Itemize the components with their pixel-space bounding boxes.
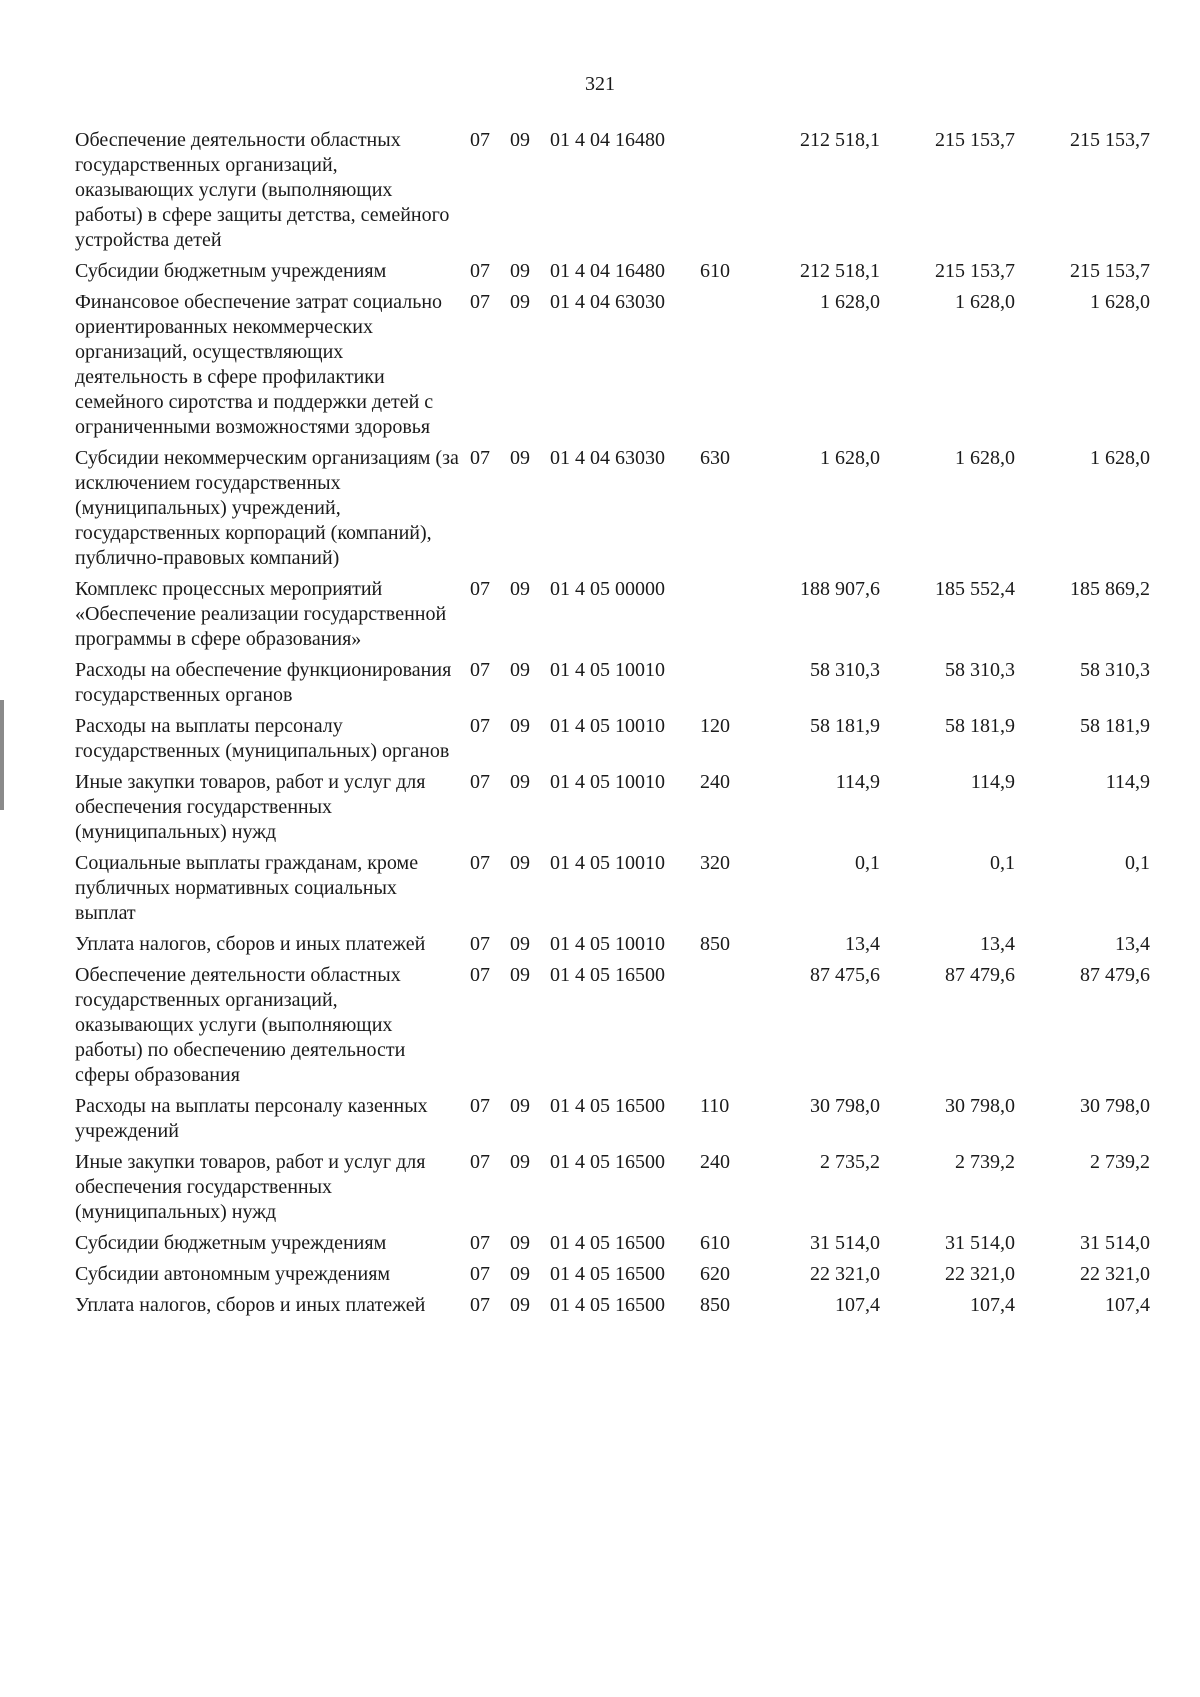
row-name: Субсидии некоммерческим организациям (за исключением государственных (муниципальных) учреждений, государственных корпораций (компаний), публично-правовых компаний) (75, 447, 459, 569)
amount-year-2: 1 628,0 (955, 291, 1015, 313)
amount-year-2: 114,9 (970, 771, 1015, 793)
amount-year-1: 13,4 (845, 933, 880, 955)
row-name: Расходы на выплаты персоналу государственных (муниципальных) органов (75, 715, 450, 762)
target-article-code: 01 4 05 16500 (550, 1263, 665, 1285)
table-row (75, 658, 1185, 708)
row-name: Социальные выплаты гражданам, кроме публичных нормативных социальных выплат (75, 852, 419, 924)
amount-year-2: 215 153,7 (935, 129, 1015, 151)
section-code: 07 (470, 129, 490, 151)
target-article-code: 01 4 05 16500 (550, 1151, 665, 1173)
target-article-code: 01 4 05 10010 (550, 659, 665, 681)
table-row (75, 932, 1185, 957)
target-article-code: 01 4 05 16500 (550, 964, 665, 986)
amount-year-2: 13,4 (980, 933, 1015, 955)
subsection-code: 09 (510, 659, 530, 681)
target-article-code: 01 4 05 16500 (550, 1095, 665, 1117)
amount-year-2: 58 181,9 (945, 715, 1015, 737)
section-code: 07 (470, 260, 490, 282)
amount-year-3: 30 798,0 (1080, 1095, 1150, 1117)
amount-year-2: 87 479,6 (945, 964, 1015, 986)
amount-year-1: 212 518,1 (800, 260, 880, 282)
row-name: Уплата налогов, сборов и иных платежей (75, 933, 426, 955)
amount-year-1: 2 735,2 (820, 1151, 880, 1173)
expense-type-code: 610 (700, 1232, 730, 1254)
amount-year-2: 185 552,4 (935, 578, 1015, 600)
subsection-code: 09 (510, 1263, 530, 1285)
expense-type-code: 610 (700, 260, 730, 282)
amount-year-1: 58 181,9 (810, 715, 880, 737)
row-name: Уплата налогов, сборов и иных платежей (75, 1294, 426, 1316)
subsection-code: 09 (510, 715, 530, 737)
amount-year-2: 58 310,3 (945, 659, 1015, 681)
table-row (75, 259, 1185, 284)
row-name: Иные закупки товаров, работ и услуг для обеспечения государственных (муниципальных) нужд (75, 771, 426, 843)
subsection-code: 09 (510, 129, 530, 151)
table-row (75, 446, 1185, 571)
amount-year-3: 114,9 (1105, 771, 1150, 793)
row-name: Расходы на выплаты персоналу казенных учреждений (75, 1095, 428, 1142)
subsection-code: 09 (510, 852, 530, 874)
amount-year-3: 87 479,6 (1080, 964, 1150, 986)
subsection-code: 09 (510, 260, 530, 282)
amount-year-3: 2 739,2 (1090, 1151, 1150, 1173)
expense-type-code: 620 (700, 1263, 730, 1285)
amount-year-3: 1 628,0 (1090, 447, 1150, 469)
target-article-code: 01 4 05 16500 (550, 1232, 665, 1254)
section-code: 07 (470, 1151, 490, 1173)
target-article-code: 01 4 05 00000 (550, 578, 665, 600)
target-article-code: 01 4 05 16500 (550, 1294, 665, 1316)
row-name: Финансовое обеспечение затрат социально ориентированных некоммерческих организаций, осуществляющих деятельность в сфере профилактики семейного сиротства и поддержки детей с ограниченными возможностями здоровья (75, 291, 443, 438)
scan-edge-mark (0, 700, 4, 810)
subsection-code: 09 (510, 933, 530, 955)
amount-year-2: 30 798,0 (945, 1095, 1015, 1117)
amount-year-3: 58 181,9 (1080, 715, 1150, 737)
amount-year-1: 107,4 (835, 1294, 880, 1316)
amount-year-1: 0,1 (855, 852, 880, 874)
amount-year-1: 58 310,3 (810, 659, 880, 681)
budget-table (75, 128, 1185, 1324)
target-article-code: 01 4 04 63030 (550, 291, 665, 313)
amount-year-3: 13,4 (1115, 933, 1150, 955)
subsection-code: 09 (510, 771, 530, 793)
row-name: Обеспечение деятельности областных государственных организаций, оказывающих услуги (выполняющих работы) по обеспечению деятельности сферы образования (75, 964, 406, 1086)
section-code: 07 (470, 933, 490, 955)
amount-year-3: 215 153,7 (1070, 260, 1150, 282)
amount-year-1: 30 798,0 (810, 1095, 880, 1117)
row-name: Обеспечение деятельности областных государственных организаций, оказывающих услуги (выполняющих работы) в сфере защиты детства, семейного устройства детей (75, 129, 450, 251)
target-article-code: 01 4 05 10010 (550, 852, 665, 874)
expense-type-code: 240 (700, 1151, 730, 1173)
section-code: 07 (470, 659, 490, 681)
expense-type-code: 850 (700, 933, 730, 955)
subsection-code: 09 (510, 1294, 530, 1316)
target-article-code: 01 4 05 10010 (550, 933, 665, 955)
amount-year-2: 0,1 (990, 852, 1015, 874)
section-code: 07 (470, 447, 490, 469)
amount-year-1: 1 628,0 (820, 447, 880, 469)
amount-year-1: 31 514,0 (810, 1232, 880, 1254)
section-code: 07 (470, 1263, 490, 1285)
table-row (75, 714, 1185, 764)
amount-year-3: 58 310,3 (1080, 659, 1150, 681)
amount-year-3: 107,4 (1105, 1294, 1150, 1316)
amount-year-1: 188 907,6 (800, 578, 880, 600)
row-name: Иные закупки товаров, работ и услуг для обеспечения государственных (муниципальных) нужд (75, 1151, 426, 1223)
section-code: 07 (470, 852, 490, 874)
amount-year-2: 215 153,7 (935, 260, 1015, 282)
amount-year-1: 87 475,6 (810, 964, 880, 986)
amount-year-2: 107,4 (970, 1294, 1015, 1316)
table-row (75, 128, 1185, 253)
amount-year-1: 114,9 (835, 771, 880, 793)
amount-year-3: 22 321,0 (1080, 1263, 1150, 1285)
row-name: Субсидии бюджетным учреждениям (75, 1232, 387, 1254)
amount-year-3: 215 153,7 (1070, 129, 1150, 151)
table-row (75, 770, 1185, 845)
expense-type-code: 110 (700, 1095, 730, 1117)
expense-type-code: 240 (700, 771, 730, 793)
expense-type-code: 120 (700, 715, 730, 737)
subsection-code: 09 (510, 1151, 530, 1173)
subsection-code: 09 (510, 447, 530, 469)
row-name: Расходы на обеспечение функционирования государственных органов (75, 659, 452, 706)
section-code: 07 (470, 1294, 490, 1316)
section-code: 07 (470, 715, 490, 737)
section-code: 07 (470, 1095, 490, 1117)
target-article-code: 01 4 04 16480 (550, 129, 665, 151)
amount-year-3: 0,1 (1125, 852, 1150, 874)
amount-year-2: 31 514,0 (945, 1232, 1015, 1254)
amount-year-2: 2 739,2 (955, 1151, 1015, 1173)
table-row (75, 1293, 1185, 1318)
amount-year-1: 1 628,0 (820, 291, 880, 313)
section-code: 07 (470, 771, 490, 793)
subsection-code: 09 (510, 291, 530, 313)
table-row (75, 1231, 1185, 1256)
amount-year-3: 185 869,2 (1070, 578, 1150, 600)
amount-year-2: 1 628,0 (955, 447, 1015, 469)
section-code: 07 (470, 291, 490, 313)
target-article-code: 01 4 04 63030 (550, 447, 665, 469)
table-row (75, 1094, 1185, 1144)
row-name: Субсидии автономным учреждениям (75, 1263, 391, 1285)
section-code: 07 (470, 578, 490, 600)
expense-type-code: 850 (700, 1294, 730, 1316)
amount-year-3: 31 514,0 (1080, 1232, 1150, 1254)
table-row (75, 1150, 1185, 1225)
table-row (75, 851, 1185, 926)
table-row (75, 577, 1185, 652)
target-article-code: 01 4 04 16480 (550, 260, 665, 282)
table-row (75, 963, 1185, 1088)
subsection-code: 09 (510, 1232, 530, 1254)
expense-type-code: 630 (700, 447, 730, 469)
amount-year-3: 1 628,0 (1090, 291, 1150, 313)
table-row (75, 1262, 1185, 1287)
row-name: Субсидии бюджетным учреждениям (75, 260, 387, 282)
table-row (75, 290, 1185, 440)
target-article-code: 01 4 05 10010 (550, 715, 665, 737)
subsection-code: 09 (510, 578, 530, 600)
subsection-code: 09 (510, 964, 530, 986)
row-name: Комплекс процессных мероприятий «Обеспечение реализации государственной программы в сфере образования» (75, 578, 447, 650)
amount-year-1: 212 518,1 (800, 129, 880, 151)
section-code: 07 (470, 964, 490, 986)
section-code: 07 (470, 1232, 490, 1254)
amount-year-1: 22 321,0 (810, 1263, 880, 1285)
subsection-code: 09 (510, 1095, 530, 1117)
amount-year-2: 22 321,0 (945, 1263, 1015, 1285)
page-number: 321 (585, 73, 615, 95)
target-article-code: 01 4 05 10010 (550, 771, 665, 793)
expense-type-code: 320 (700, 852, 730, 874)
